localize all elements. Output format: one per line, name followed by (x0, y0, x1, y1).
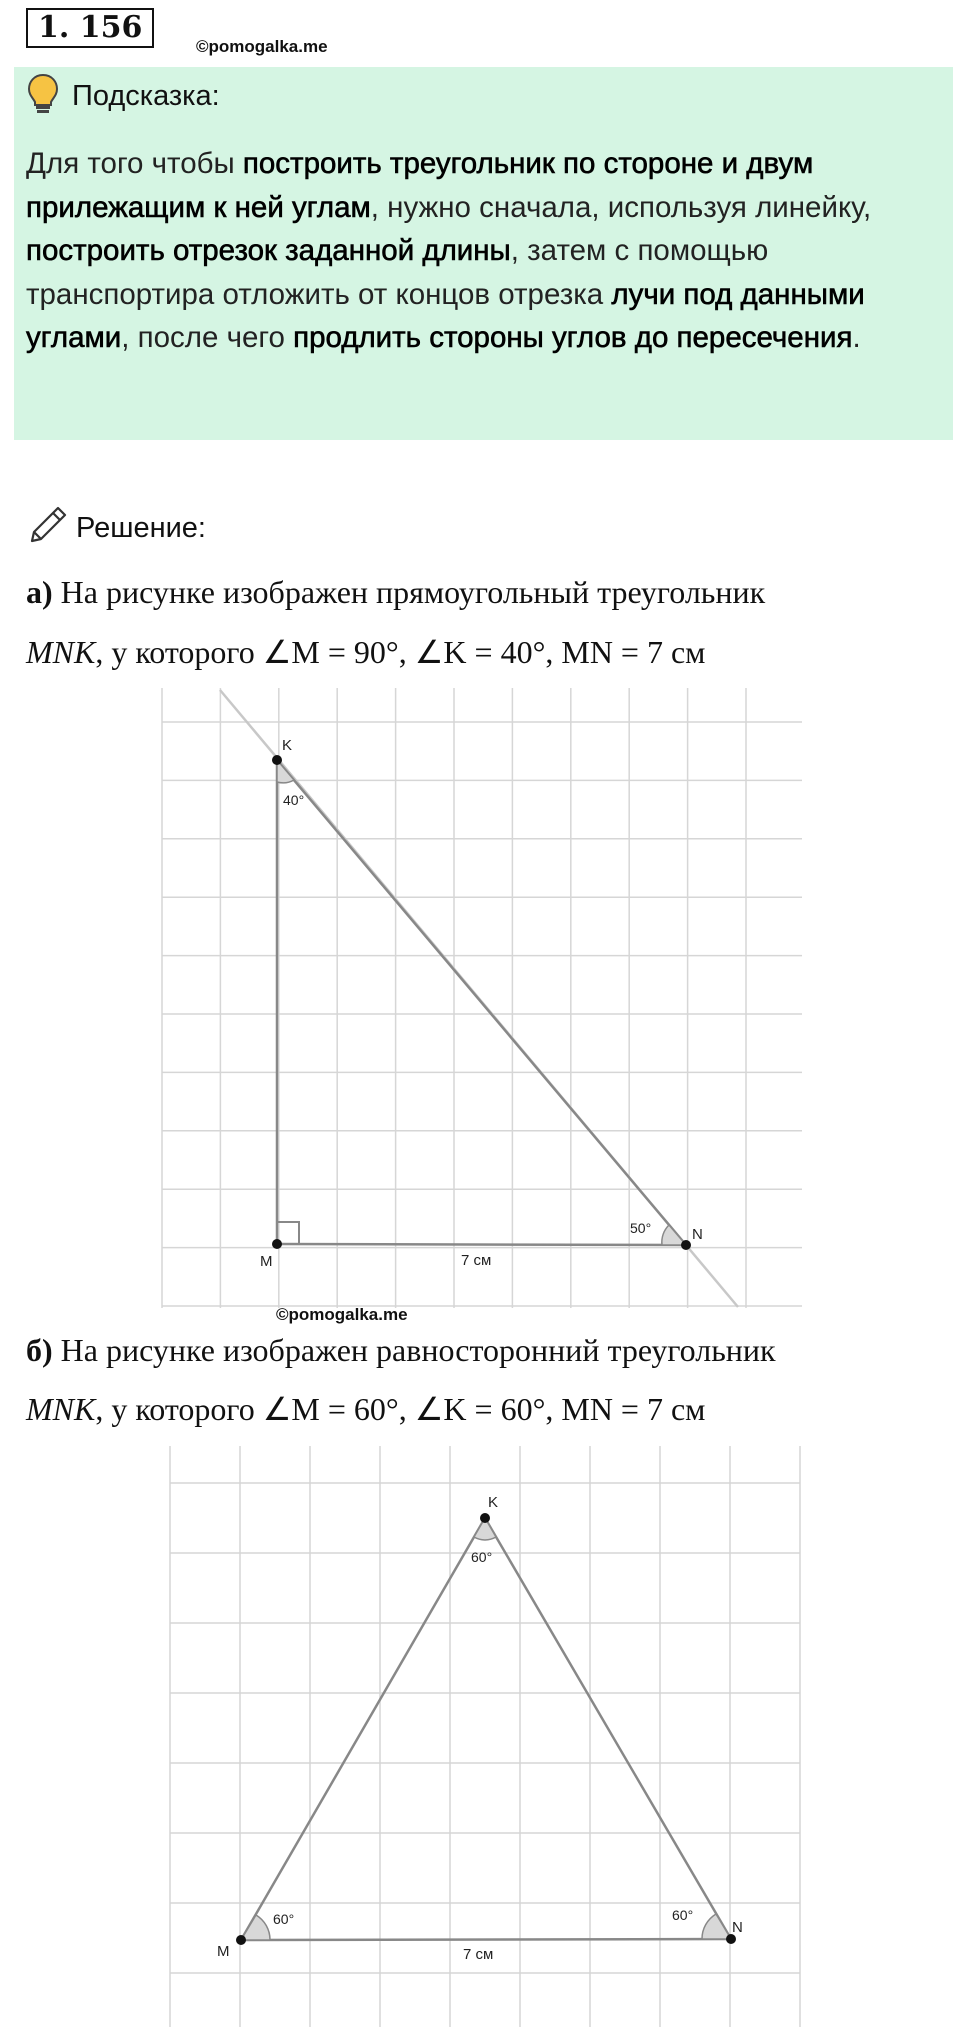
figure-a (150, 688, 810, 1322)
lightbulb-icon (26, 72, 60, 116)
label-angle-k: 60° (471, 1549, 493, 1565)
pencil-icon (28, 504, 68, 544)
part-a-line2 (26, 632, 705, 672)
hint-text-bold: продлить стороны углов до пересечения (293, 321, 853, 354)
side-mn (241, 1939, 731, 1940)
part-a-line1 (26, 572, 765, 612)
hint-text-part: . (852, 321, 861, 354)
label-angle-n: 60° (672, 1907, 694, 1923)
solution-title: Решение: (76, 512, 206, 544)
hint-text-part: , затем с помощью транспортира отложить от концов отрезка (26, 234, 769, 311)
part-b-line2 (26, 1389, 705, 1429)
grid-a (162, 688, 802, 1308)
side-kn (277, 760, 686, 1245)
side-mn (277, 1244, 686, 1245)
hint-text (26, 142, 906, 360)
label-m: M (260, 1253, 273, 1270)
hint-text-part: Для того чтобы (26, 147, 243, 180)
point-k (272, 755, 282, 765)
part-b-label: б) (26, 1332, 53, 1368)
label-k: K (488, 1494, 499, 1511)
label-k: K (282, 737, 293, 754)
label-angle-k: 40° (283, 792, 305, 808)
figure-a-watermark: ©pomogalka.me (276, 1305, 408, 1324)
hint-text-part: , после чего (121, 321, 294, 354)
angle-n-arc (702, 1914, 731, 1939)
part-a-formula: , у которого ∠M = 90°, ∠K = 40°, MN = 7 см (95, 634, 706, 670)
point-k (480, 1513, 490, 1523)
part-b-formula: , у которого ∠M = 60°, ∠K = 60°, MN = 7 см (95, 1391, 706, 1427)
triangle-name: MNK (26, 634, 96, 670)
point-m (236, 1935, 246, 1945)
hint-text-bold: построить отрезок заданной длины (26, 234, 511, 267)
part-a-label: а) (26, 574, 53, 610)
label-side-mn: 7 см (463, 1946, 494, 1963)
label-angle-m: 60° (273, 1911, 295, 1927)
part-b-line1 (26, 1330, 776, 1370)
hint-text-part: , нужно сначала, используя линейку, (370, 190, 872, 224)
triangle-name: MNK (26, 1391, 96, 1427)
figure-b (160, 1446, 810, 2027)
problem-number: 1. 156 (26, 8, 154, 48)
hint-text-bold: построить треугольник по стороне и двум прилежащим к ней углам (26, 147, 814, 224)
label-n: N (732, 1919, 743, 1936)
part-b-text: На рисунке изображен равносторонний треугольник (60, 1332, 776, 1368)
side-kn (485, 1518, 731, 1939)
label-n: N (692, 1226, 703, 1243)
label-angle-n: 50° (630, 1220, 652, 1236)
part-a-text: На рисунке изображен прямоугольный треугольник (60, 574, 766, 610)
point-n (681, 1240, 691, 1250)
side-mk (241, 1518, 485, 1940)
hint-title: Подсказка: (72, 80, 220, 112)
hint-text-bold: лучи под данными углами (26, 277, 865, 354)
watermark: ©pomogalka.me (196, 37, 328, 56)
angle-m-arc (241, 1915, 270, 1940)
label-side-mn: 7 см (461, 1252, 492, 1269)
point-m (272, 1239, 282, 1249)
label-m: M (217, 1943, 230, 1960)
